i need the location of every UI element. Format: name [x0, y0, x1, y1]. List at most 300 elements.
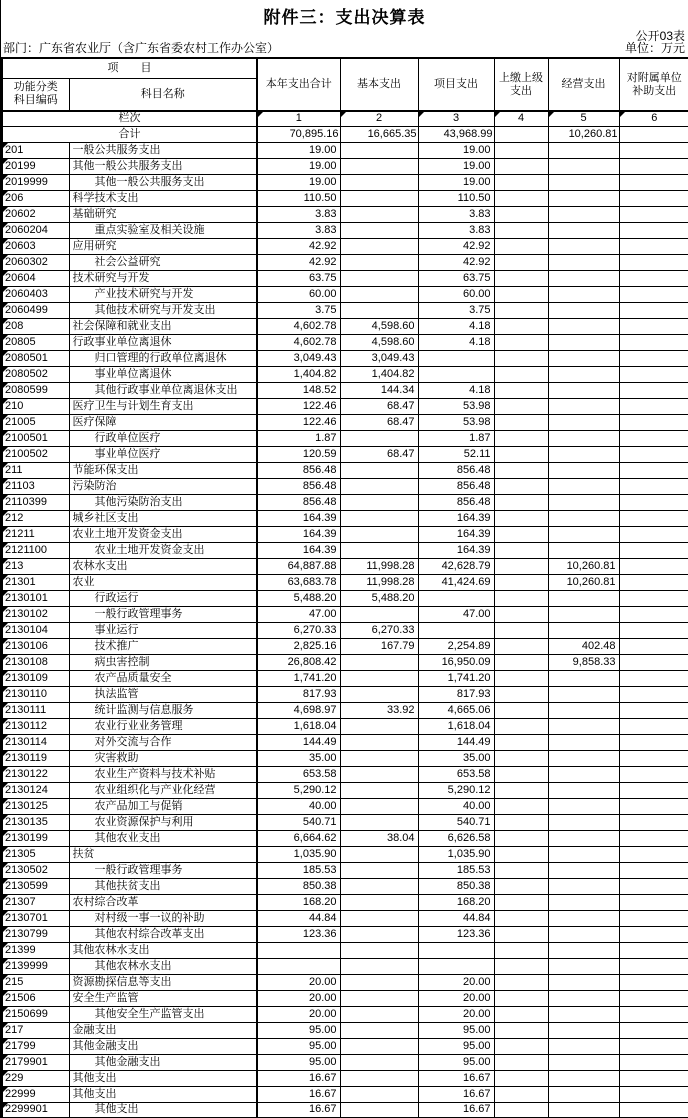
- value-cell: [340, 1006, 418, 1022]
- value-cell: 20.00: [257, 1006, 340, 1022]
- value-cell: [548, 142, 619, 158]
- value-cell: [340, 878, 418, 894]
- value-cell: 35.00: [257, 750, 340, 766]
- subject-name-cell: 一般公共服务支出: [69, 142, 257, 158]
- value-cell: [494, 318, 548, 334]
- value-cell: [619, 558, 688, 574]
- value-cell: [494, 974, 548, 990]
- value-cell: 44.84: [257, 910, 340, 926]
- value-cell: [548, 702, 619, 718]
- table-row: [2, 382, 688, 398]
- table-row: [2, 350, 688, 366]
- value-cell: [340, 958, 418, 974]
- value-cell: [340, 894, 418, 910]
- value-cell: [494, 862, 548, 878]
- table-row: [2, 766, 688, 782]
- value-cell: [340, 1022, 418, 1038]
- value-cell: [548, 910, 619, 926]
- total-value-cell: 16,665.35: [340, 126, 418, 142]
- value-cell: [619, 430, 688, 446]
- table-row: [2, 798, 688, 814]
- value-cell: [548, 974, 619, 990]
- value-cell: [340, 174, 418, 190]
- value-cell: [494, 542, 548, 558]
- value-cell: [340, 910, 418, 926]
- unit-label: 单位：万元: [624, 41, 685, 55]
- subject-name-cell: 其他安全生产监管支出: [69, 1006, 257, 1022]
- value-cell: [619, 222, 688, 238]
- value-cell: 1.87: [418, 430, 494, 446]
- table-row: [2, 270, 688, 286]
- subject-code-cell: 2130799: [2, 926, 69, 942]
- value-cell: 4,598.60: [340, 334, 418, 350]
- subject-name-cell: 执法监管: [69, 686, 257, 702]
- subject-code-cell: 2130701: [2, 910, 69, 926]
- subject-code-cell: 22999: [2, 1086, 69, 1102]
- project-header-cell: 项 目: [2, 58, 257, 78]
- table-row: [2, 1086, 688, 1102]
- subject-code-cell: 2060204: [2, 222, 69, 238]
- page-header: [1, 0, 688, 57]
- subject-code-cell: 201: [2, 142, 69, 158]
- column-number-cell: 4: [494, 111, 548, 126]
- value-cell: 856.48: [257, 478, 340, 494]
- table-row: [2, 462, 688, 478]
- subject-name-cell: 污染防治: [69, 478, 257, 494]
- value-cell: [619, 174, 688, 190]
- value-cell: [494, 238, 548, 254]
- value-cell: [619, 798, 688, 814]
- table-row: [2, 1070, 688, 1086]
- value-cell: [548, 1022, 619, 1038]
- subject-code-cell: 208: [2, 318, 69, 334]
- value-cell: [619, 1038, 688, 1054]
- value-cell: [548, 430, 619, 446]
- value-cell: [619, 334, 688, 350]
- value-cell: 19.00: [257, 142, 340, 158]
- value-cell: [340, 926, 418, 942]
- subject-name-cell: 其他技术研究与开发支出: [69, 302, 257, 318]
- lanci-label-cell: 栏次: [2, 111, 257, 126]
- value-cell: 1,035.90: [257, 846, 340, 862]
- value-cell: [619, 206, 688, 222]
- column-number-cell: 5: [548, 111, 619, 126]
- value-cell: [340, 974, 418, 990]
- table-row: [2, 638, 688, 654]
- value-cell: [548, 366, 619, 382]
- subject-name-cell: 归口管理的行政单位离退休: [69, 350, 257, 366]
- value-cell: [619, 910, 688, 926]
- value-cell: [494, 190, 548, 206]
- table-row: [2, 654, 688, 670]
- header-row-project: [2, 58, 688, 78]
- value-cell: [340, 862, 418, 878]
- value-cell: 3.83: [257, 222, 340, 238]
- value-cell: [494, 510, 548, 526]
- value-cell: [494, 478, 548, 494]
- value-cell: [340, 1070, 418, 1086]
- subject-code-cell: 2060499: [2, 302, 69, 318]
- value-cell: [619, 1054, 688, 1070]
- subject-name-cell: 农业生产资料与技术补贴: [69, 766, 257, 782]
- value-cell: 53.98: [418, 414, 494, 430]
- subject-code-cell: 2130599: [2, 878, 69, 894]
- table-row: [2, 574, 688, 590]
- value-cell: 3,049.43: [257, 350, 340, 366]
- value-cell: [340, 942, 418, 958]
- value-cell: [494, 654, 548, 670]
- col-header-subsidy: [619, 58, 688, 111]
- value-cell: 540.71: [257, 814, 340, 830]
- value-cell: [548, 606, 619, 622]
- value-cell: [494, 430, 548, 446]
- value-cell: 144.49: [418, 734, 494, 750]
- value-cell: [494, 350, 548, 366]
- value-cell: [619, 670, 688, 686]
- subject-name-cell: 行政运行: [69, 590, 257, 606]
- value-cell: [619, 462, 688, 478]
- value-cell: [548, 510, 619, 526]
- subject-name-cell: 农林水支出: [69, 558, 257, 574]
- table-row: [2, 622, 688, 638]
- subject-name-cell: 其他农村综合改革支出: [69, 926, 257, 942]
- value-cell: [257, 942, 340, 958]
- subject-name-cell: 基础研究: [69, 206, 257, 222]
- value-cell: 850.38: [418, 878, 494, 894]
- value-cell: 817.93: [257, 686, 340, 702]
- value-cell: 60.00: [418, 286, 494, 302]
- value-cell: [494, 718, 548, 734]
- subject-name-cell: 安全生产监管: [69, 990, 257, 1006]
- value-cell: [548, 894, 619, 910]
- table-row: [2, 862, 688, 878]
- subject-code-cell: 2130125: [2, 798, 69, 814]
- subject-name-cell: 金融支出: [69, 1022, 257, 1038]
- subject-name-cell: 农产品质量安全: [69, 670, 257, 686]
- value-cell: [494, 526, 548, 542]
- value-cell: [548, 1038, 619, 1054]
- value-cell: 148.52: [257, 382, 340, 398]
- value-cell: 164.39: [257, 510, 340, 526]
- subject-name-cell: 资源勘探信息等支出: [69, 974, 257, 990]
- value-cell: 95.00: [418, 1022, 494, 1038]
- value-cell: 168.20: [257, 894, 340, 910]
- table-row: [2, 974, 688, 990]
- value-cell: [548, 414, 619, 430]
- subject-code-cell: 20603: [2, 238, 69, 254]
- table-row: [2, 1006, 688, 1022]
- value-cell: [340, 766, 418, 782]
- value-cell: 64,887.88: [257, 558, 340, 574]
- value-cell: 16.67: [418, 1102, 494, 1118]
- table-row: [2, 846, 688, 862]
- subject-name-cell: 农业土地开发资金支出: [69, 526, 257, 542]
- value-cell: 3.75: [418, 302, 494, 318]
- subject-code-cell: 2130102: [2, 606, 69, 622]
- value-cell: [494, 366, 548, 382]
- subject-code-cell: 2139999: [2, 958, 69, 974]
- value-cell: [340, 606, 418, 622]
- value-cell: 11,998.28: [340, 558, 418, 574]
- subject-name-cell: 应用研究: [69, 238, 257, 254]
- value-cell: [340, 462, 418, 478]
- subject-name-cell: 医疗保障: [69, 414, 257, 430]
- subject-code-cell: 2080502: [2, 366, 69, 382]
- value-cell: [340, 1086, 418, 1102]
- value-cell: 653.58: [257, 766, 340, 782]
- subject-name-cell: 对村级一事一议的补助: [69, 910, 257, 926]
- table-row: [2, 430, 688, 446]
- subject-name-cell: 农产品加工与促销: [69, 798, 257, 814]
- value-cell: [494, 670, 548, 686]
- table-row: [2, 366, 688, 382]
- value-cell: [340, 542, 418, 558]
- value-cell: [548, 398, 619, 414]
- value-cell: 164.39: [418, 510, 494, 526]
- value-cell: [619, 478, 688, 494]
- value-cell: 144.34: [340, 382, 418, 398]
- subject-name-cell: 技术研究与开发: [69, 270, 257, 286]
- value-cell: 19.00: [257, 158, 340, 174]
- subject-code-cell: 2130124: [2, 782, 69, 798]
- value-cell: [340, 814, 418, 830]
- value-cell: 4,602.78: [257, 318, 340, 334]
- col-header-annual-total: [257, 58, 340, 111]
- value-cell: [548, 542, 619, 558]
- column-number-cell: 2: [340, 111, 418, 126]
- subject-code-cell: 2130135: [2, 814, 69, 830]
- table-row: [2, 702, 688, 718]
- table-row: [2, 286, 688, 302]
- table-row: [2, 222, 688, 238]
- value-cell: 10,260.81: [548, 574, 619, 590]
- subject-code-cell: 20199: [2, 158, 69, 174]
- value-cell: [619, 1070, 688, 1086]
- value-cell: [494, 174, 548, 190]
- subject-code-cell: 2019999: [2, 174, 69, 190]
- value-cell: 653.58: [418, 766, 494, 782]
- department-label: 部门：广东省农业厅（含广东省委农村工作办公室）: [3, 41, 280, 55]
- value-cell: 4,665.06: [418, 702, 494, 718]
- value-cell: 16.67: [257, 1086, 340, 1102]
- value-cell: [619, 366, 688, 382]
- value-cell: 20.00: [418, 990, 494, 1006]
- name-header-cell: 科目名称: [69, 78, 257, 111]
- value-cell: [494, 1086, 548, 1102]
- col-header-project: [418, 58, 494, 111]
- value-cell: [340, 158, 418, 174]
- value-cell: [619, 942, 688, 958]
- table-row: [2, 302, 688, 318]
- table-row: [2, 254, 688, 270]
- value-cell: [494, 254, 548, 270]
- value-cell: [619, 606, 688, 622]
- value-cell: [619, 990, 688, 1006]
- value-cell: 20.00: [257, 990, 340, 1006]
- table-row: [2, 990, 688, 1006]
- table-row: [2, 334, 688, 350]
- column-index-row: [2, 111, 688, 126]
- value-cell: [619, 590, 688, 606]
- subject-code-cell: 2130122: [2, 766, 69, 782]
- value-cell: [619, 702, 688, 718]
- value-cell: 123.36: [257, 926, 340, 942]
- value-cell: [340, 302, 418, 318]
- subject-code-cell: 211: [2, 462, 69, 478]
- subject-name-cell: 社会保障和就业支出: [69, 318, 257, 334]
- value-cell: [494, 894, 548, 910]
- subject-name-cell: 一般行政管理事务: [69, 862, 257, 878]
- value-cell: 185.53: [257, 862, 340, 878]
- subject-name-cell: 农业资源保护与利用: [69, 814, 257, 830]
- subject-code-cell: 21799: [2, 1038, 69, 1054]
- table-body: [2, 142, 688, 1118]
- value-cell: [548, 446, 619, 462]
- subject-code-cell: 21305: [2, 846, 69, 862]
- column-number-cell: 3: [418, 111, 494, 126]
- value-cell: [340, 478, 418, 494]
- value-cell: [494, 574, 548, 590]
- value-cell: 19.00: [418, 142, 494, 158]
- value-cell: [548, 670, 619, 686]
- subject-code-cell: 21211: [2, 526, 69, 542]
- value-cell: [619, 894, 688, 910]
- table-row: [2, 190, 688, 206]
- subject-name-cell: 事业运行: [69, 622, 257, 638]
- value-cell: 4.18: [418, 334, 494, 350]
- value-cell: [340, 846, 418, 862]
- value-cell: [494, 878, 548, 894]
- value-cell: 144.49: [257, 734, 340, 750]
- value-cell: [619, 1102, 688, 1118]
- value-cell: 856.48: [418, 478, 494, 494]
- subject-code-cell: 2110399: [2, 494, 69, 510]
- total-value-cell: 10,260.81: [548, 126, 619, 142]
- value-cell: 53.98: [418, 398, 494, 414]
- subject-code-cell: 2179901: [2, 1054, 69, 1070]
- subject-code-cell: 21005: [2, 414, 69, 430]
- value-cell: 47.00: [418, 606, 494, 622]
- table-row: [2, 526, 688, 542]
- value-cell: [619, 158, 688, 174]
- subject-code-cell: 2150699: [2, 1006, 69, 1022]
- table-row: [2, 174, 688, 190]
- value-cell: 16.67: [257, 1070, 340, 1086]
- value-cell: [548, 526, 619, 542]
- value-cell: [340, 654, 418, 670]
- value-cell: [340, 238, 418, 254]
- value-cell: 11,998.28: [340, 574, 418, 590]
- subject-code-cell: 2130109: [2, 670, 69, 686]
- value-cell: 5,488.20: [257, 590, 340, 606]
- value-cell: 19.00: [257, 174, 340, 190]
- value-cell: [619, 974, 688, 990]
- subject-name-cell: 农村综合改革: [69, 894, 257, 910]
- value-cell: 68.47: [340, 398, 418, 414]
- value-cell: 40.00: [418, 798, 494, 814]
- subject-name-cell: 对外交流与合作: [69, 734, 257, 750]
- total-value-cell: [494, 126, 548, 142]
- subject-name-cell: 扶贫: [69, 846, 257, 862]
- value-cell: [619, 654, 688, 670]
- table-row: [2, 158, 688, 174]
- value-cell: [494, 638, 548, 654]
- value-cell: 10,260.81: [548, 558, 619, 574]
- value-cell: [548, 350, 619, 366]
- subject-code-cell: 20805: [2, 334, 69, 350]
- value-cell: [619, 238, 688, 254]
- column-number-cell: 6: [619, 111, 688, 126]
- value-cell: 20.00: [418, 974, 494, 990]
- total-value-cell: 70,895.16: [257, 126, 340, 142]
- value-cell: [494, 222, 548, 238]
- value-cell: [619, 526, 688, 542]
- value-cell: 2,825.16: [257, 638, 340, 654]
- table-row: [2, 686, 688, 702]
- value-cell: [494, 334, 548, 350]
- value-cell: 6,664.62: [257, 830, 340, 846]
- value-cell: [548, 158, 619, 174]
- subject-code-cell: 206: [2, 190, 69, 206]
- value-cell: [548, 238, 619, 254]
- value-cell: [548, 862, 619, 878]
- value-cell: 95.00: [257, 1054, 340, 1070]
- value-cell: 47.00: [257, 606, 340, 622]
- subject-code-cell: 20602: [2, 206, 69, 222]
- doc-number: 公开03表: [635, 29, 685, 43]
- value-cell: 3.83: [418, 206, 494, 222]
- value-cell: [619, 750, 688, 766]
- table-row: [2, 910, 688, 926]
- value-cell: [548, 302, 619, 318]
- header-line: 项目支出: [434, 78, 478, 90]
- value-cell: [494, 158, 548, 174]
- value-cell: [494, 1038, 548, 1054]
- value-cell: [494, 846, 548, 862]
- value-cell: [548, 206, 619, 222]
- value-cell: [619, 718, 688, 734]
- value-cell: [548, 846, 619, 862]
- table-row: [2, 414, 688, 430]
- value-cell: [548, 478, 619, 494]
- table-row: [2, 750, 688, 766]
- value-cell: 6,270.33: [257, 622, 340, 638]
- value-cell: [548, 1054, 619, 1070]
- value-cell: [494, 782, 548, 798]
- value-cell: 38.04: [340, 830, 418, 846]
- value-cell: [619, 766, 688, 782]
- header-line: 经营支出: [561, 78, 606, 90]
- table-row: [2, 734, 688, 750]
- value-cell: [619, 638, 688, 654]
- subject-code-cell: 21307: [2, 894, 69, 910]
- table-row: [2, 142, 688, 158]
- value-cell: 817.93: [418, 686, 494, 702]
- subject-name-cell: 其他支出: [69, 1102, 257, 1118]
- subject-code-cell: 212: [2, 510, 69, 526]
- value-cell: 68.47: [340, 414, 418, 430]
- header-line: 本年支出合计: [265, 78, 332, 90]
- value-cell: 68.47: [340, 446, 418, 462]
- value-cell: [619, 846, 688, 862]
- value-cell: [340, 190, 418, 206]
- col-header-basic: [340, 58, 418, 111]
- value-cell: [494, 558, 548, 574]
- value-cell: [494, 462, 548, 478]
- value-cell: 164.39: [257, 542, 340, 558]
- subject-code-cell: 21301: [2, 574, 69, 590]
- value-cell: [494, 446, 548, 462]
